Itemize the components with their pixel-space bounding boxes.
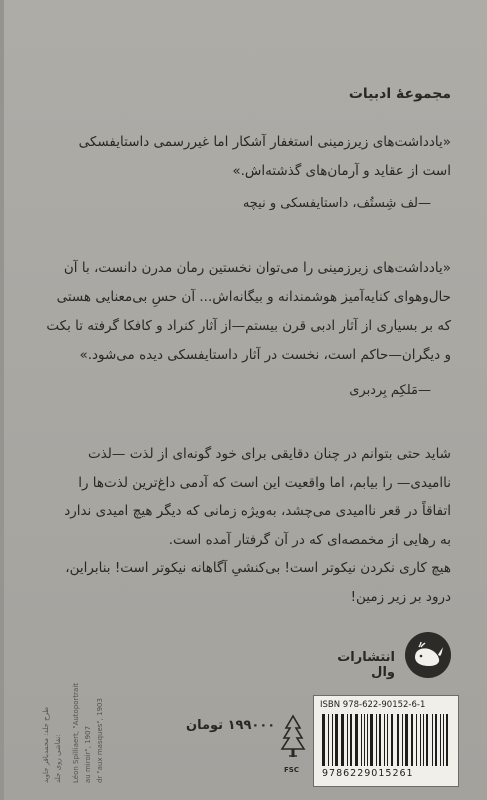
credit-line: Léon Spilliaert, "Autoportrait [72, 682, 80, 783]
excerpt-line: به رهایی از مخمصه‌ای که در آن گرفتار آمده است. [168, 531, 451, 548]
price-label: ۱۹۹۰۰۰ تومان [186, 718, 276, 733]
credit-line: au miroir", 1907 [84, 725, 92, 783]
barcode-digits: 9786229015261 [322, 768, 414, 779]
quote-line: «یادداشت‌های زیرزمینی را می‌توان نخستین رمان مدرن دانست، با آن [63, 260, 451, 276]
credit-line: طرح جلد: محمدباقر جاوید [42, 706, 50, 783]
quote-attribution: —مَلکِم بِردبری [349, 383, 431, 398]
excerpt-line: هیچ کاری نکردن نیکوتر است! بی‌کنشیِ آگاهانه نیکوتر است! بنابراین، [65, 560, 451, 576]
credit-line: نقاشی روی جلد: [54, 734, 62, 783]
quote-line: که بر بسیاری از آثار ادبی قرن بیستم—از آثار کنراد و کافکا گرفته تا بکت [46, 318, 451, 334]
cover-edge [0, 0, 4, 800]
quote-attribution: —لف شِستُف، داستایفسکی و نیچه [242, 196, 431, 211]
isbn-barcode [313, 695, 459, 787]
series-label: مجموعهٔ ادبیات [348, 86, 451, 102]
quote-line: و دیگران—حاکم است، نخست در آثار داستایفسکی دیده می‌شود.» [79, 347, 451, 363]
cover-credits [40, 675, 150, 785]
excerpt-line: اتفاقاً در قعر ناامیدی می‌چشد، به‌ویژه زمانی که دیگر هیچ امیدی ندارد [64, 503, 451, 519]
excerpt-line: شاید حتی بتوانم در چنان دقایقی برای خود گونه‌ای از لذت —لذت [88, 446, 451, 462]
quote-line: «یادداشت‌های زیرزمینی استغفار آشکار اما غیررسمی داستایفسکی [78, 134, 451, 150]
whale-icon [405, 632, 451, 678]
publisher-block [311, 628, 451, 682]
excerpt-line: ناامیدی— را بیابم، اما واقعیت این است که آدمی داغ‌ترین لذت‌ها را [78, 474, 451, 491]
credit-line: dr "aux masques", 1903 [96, 698, 104, 783]
excerpt-line: درود بر زیر زمین! [350, 588, 451, 605]
book-excerpt [31, 440, 451, 611]
fsc-logo-icon [277, 712, 309, 770]
barcode-icon [320, 714, 452, 766]
quote-line: حال‌وهوای کنایه‌آمیز هوشمندانه و بیگانه‌اش... آن حسِ بی‌معنایی هستی [56, 289, 451, 305]
quote-dostoevsky-shestov [31, 128, 451, 186]
isbn-text: ISBN 978-622-90152-6-1 [320, 700, 426, 710]
quote-bradbury [31, 254, 451, 370]
quote-line: است از عقاید و آرمان‌های گذشته‌اش.» [232, 163, 451, 179]
publisher-name: انتشارات وال [337, 650, 395, 680]
fsc-label: FSC [284, 766, 299, 774]
